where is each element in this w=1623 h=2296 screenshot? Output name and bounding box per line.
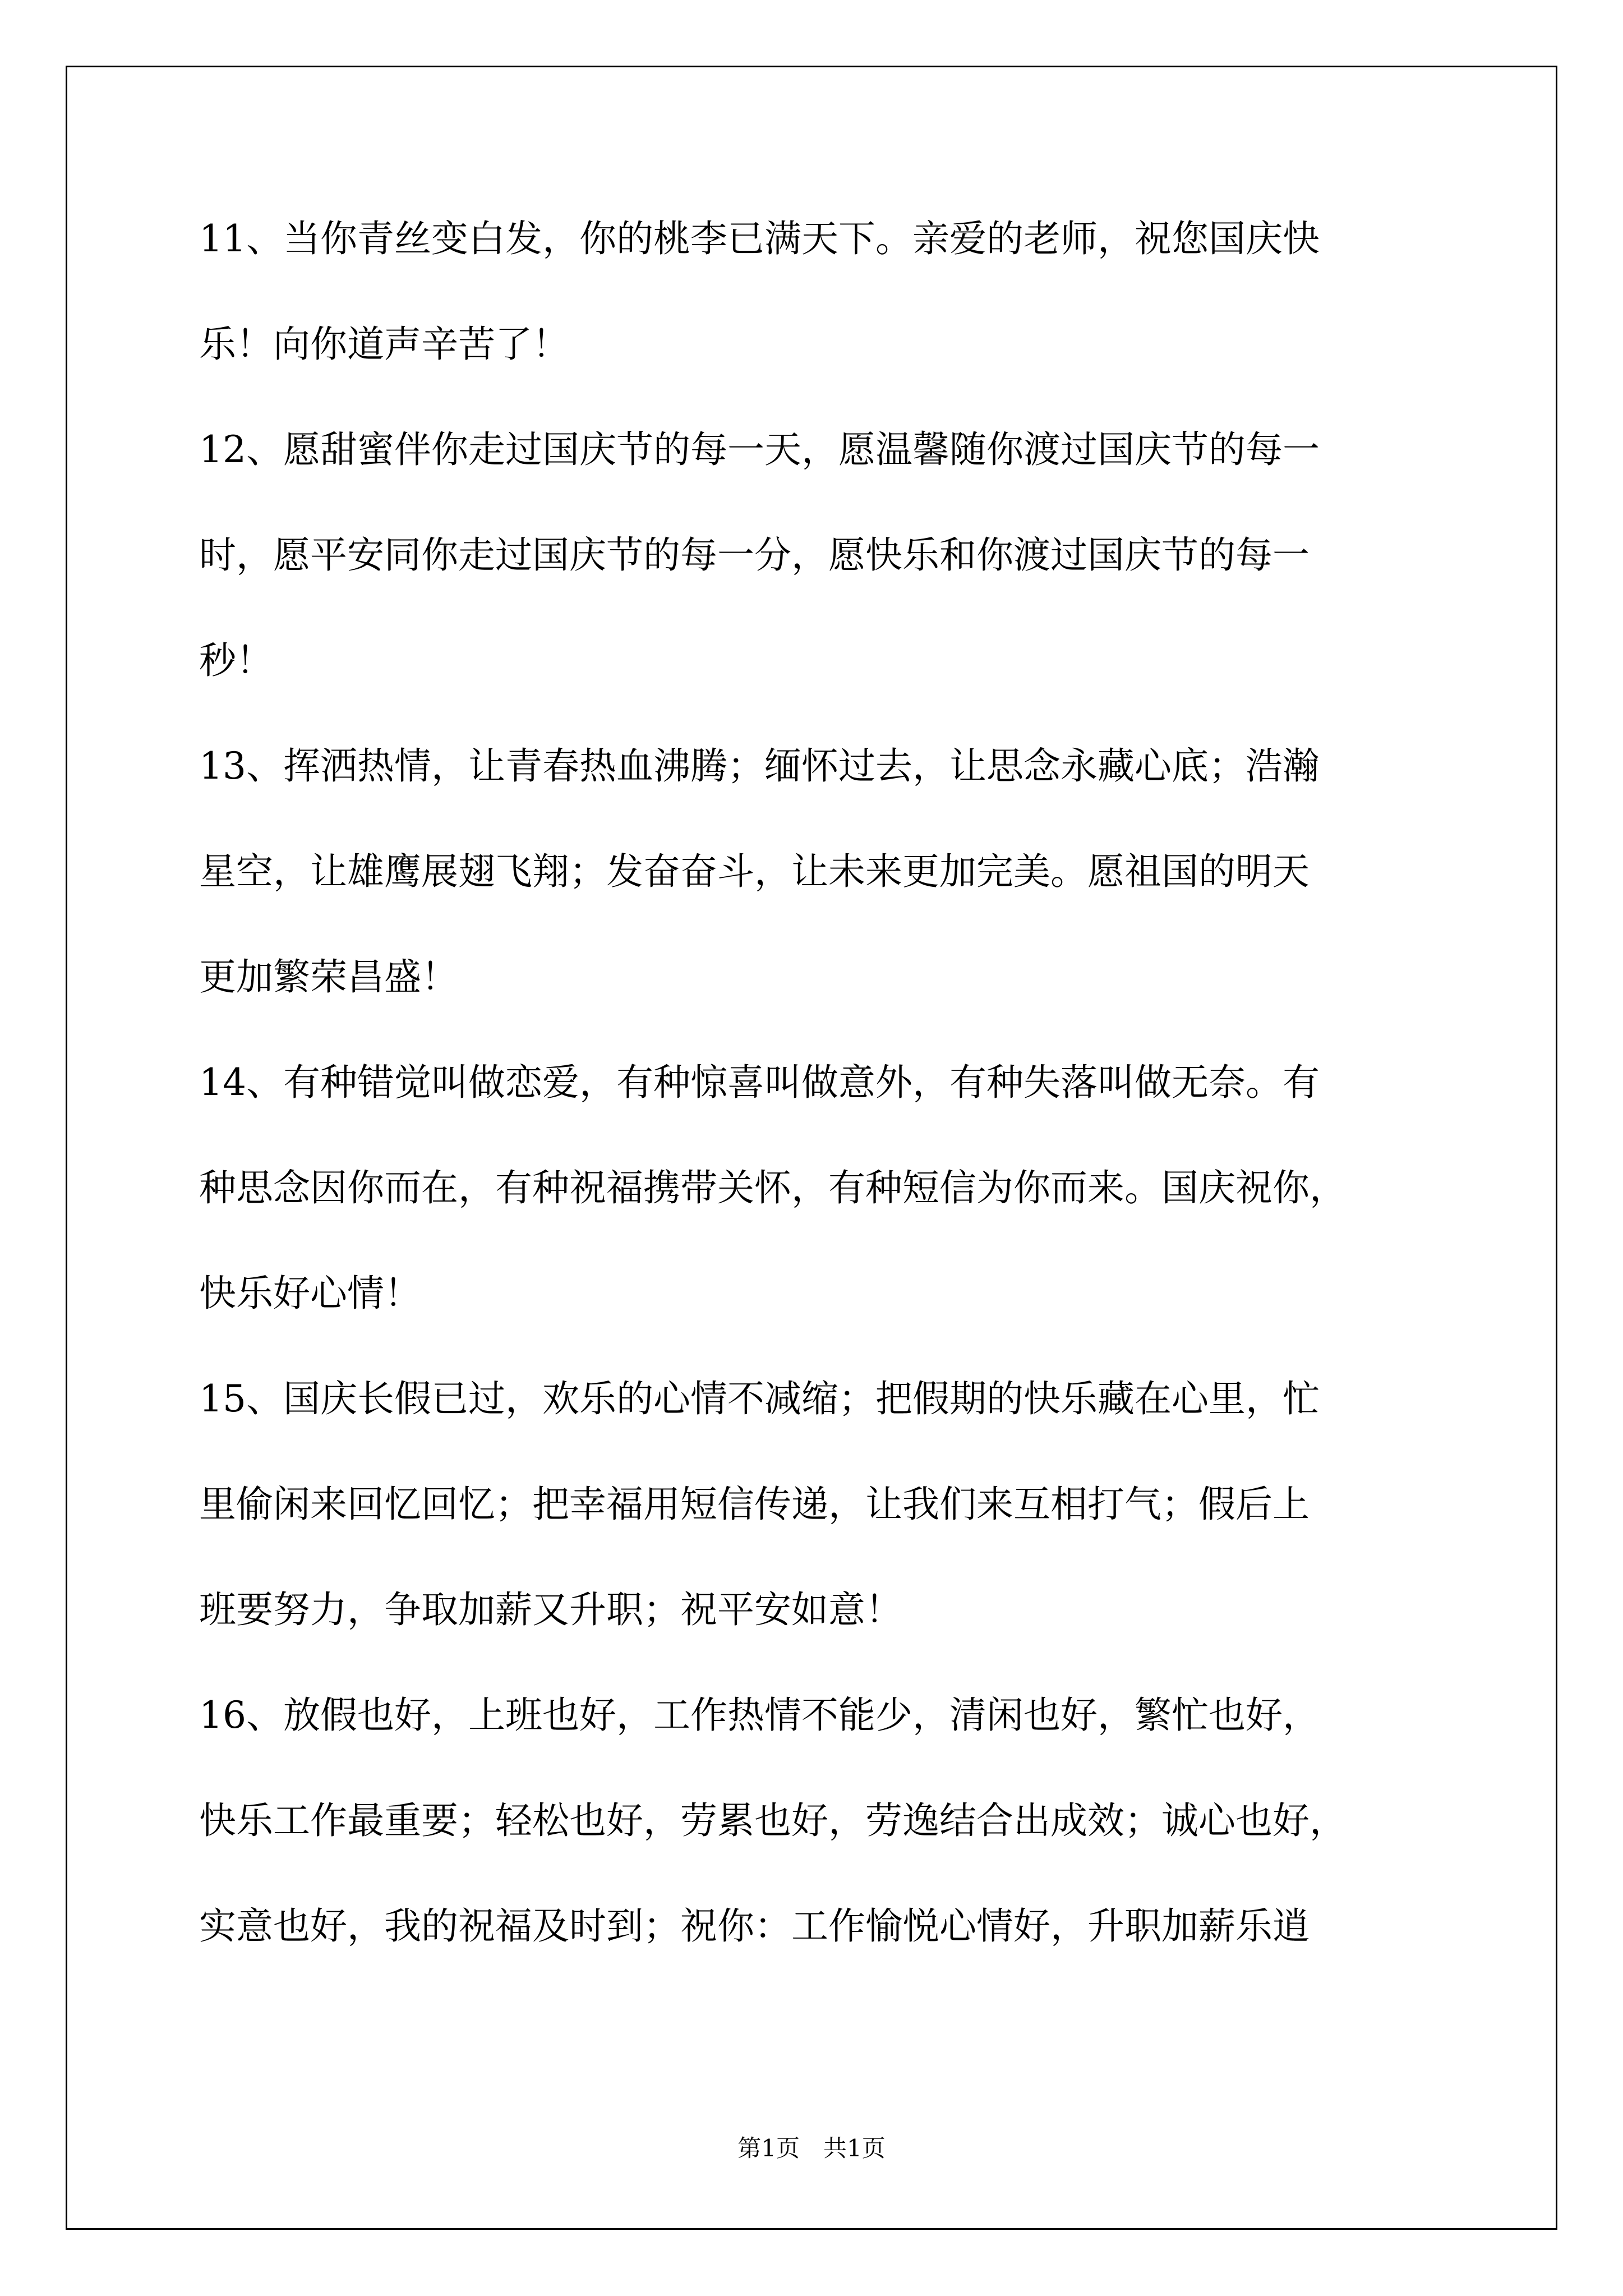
text-line: 12、愿甜蜜伴你走过国庆节的每一天，愿温馨随你渡过国庆节的每一 [199,428,1320,471]
text-line: 13、挥洒热情，让青春热血沸腾；缅怀过去，让思念永藏心底；浩瀚 [199,744,1320,788]
text-line: 16、放假也好，上班也好，工作热情不能少，清闲也好，繁忙也好， [199,1694,1320,1737]
text-line: 更加繁荣昌盛！ [199,955,458,999]
text-line: 星空，让雄鹰展翅飞翔；发奋奋斗，让未来更加完美。愿祖国的明天 [199,850,1310,893]
text-line: 快乐工作最重要；轻松也好，劳累也好，劳逸结合出成效；诚心也好， [199,1799,1347,1842]
text-line: 秒！ [199,639,273,682]
page-footer: 第1页 共1页 [737,2134,886,2162]
text-line: 时，愿平安同你走过国庆节的每一分，愿快乐和你渡过国庆节的每一 [199,533,1310,577]
text-line: 15、国庆长假已过，欢乐的心情不减缩；把假期的快乐藏在心里，忙 [199,1377,1320,1420]
text-line: 14、有种错觉叫做恋爱，有种惊喜叫做意外，有种失落叫做无奈。有 [199,1061,1320,1104]
text-line: 实意也好，我的祝福及时到；祝你：工作愉悦心情好，升职加薪乐逍 [199,1904,1310,1948]
text-line: 班要努力，争取加薪又升职；祝平安如意！ [199,1588,902,1631]
text-line: 里偷闲来回忆回忆；把幸福用短信传递，让我们来互相打气；假后上 [199,1483,1310,1526]
document-body [199,213,1433,2002]
text-line: 乐！向你道声辛苦了！ [199,323,569,366]
text-line: 快乐好心情！ [199,1272,421,1315]
text-line: 种思念因你而在，有种祝福携带关怀，有种短信为你而来。国庆祝你， [199,1166,1347,1209]
text-line: 11、当你青丝变白发，你的桃李已满天下。亲爱的老师，祝您国庆快 [199,217,1320,260]
